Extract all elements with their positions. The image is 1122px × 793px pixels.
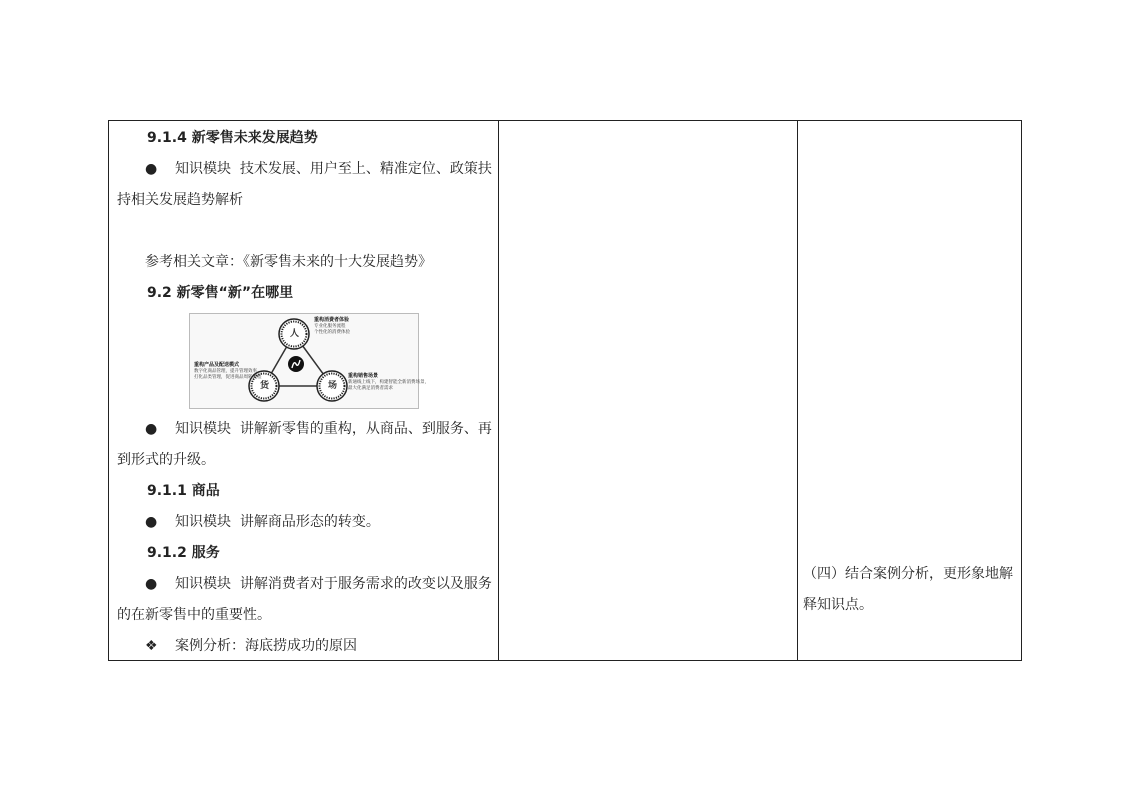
knowledge-module-item: ● 知识模块 讲解商品形态的转变。 [145, 514, 380, 530]
knowledge-module-item: ● 知识模块 讲解消费者对于服务需求的改变以及服务 [145, 576, 492, 592]
diamond-bullet-icon: ❖ [145, 638, 158, 654]
people-goods-place-diagram [189, 313, 429, 409]
bullet-icon: ● [145, 514, 158, 530]
consumer-experience-note: 重构消费者体验 专业化服务流程 个性化的消费体验 [314, 317, 350, 335]
bullet-icon: ● [145, 576, 158, 592]
goods-label: 货 [260, 381, 270, 391]
knowledge-module-continuation: 到形式的升级。 [117, 452, 215, 468]
bullet-icon: ● [145, 421, 158, 437]
bullet-icon: ● [145, 161, 158, 177]
product-delivery-note: 重构产品及配送模式 数字化商品管理，提升管理效率 打化品类管理，促进商品周转流程 [194, 362, 262, 380]
teaching-notes-column [797, 121, 1023, 660]
section-heading-9-1-1: 9.1.1 商品 [147, 483, 220, 499]
teaching-note-line: 释知识点。 [803, 597, 873, 613]
brand-logo-icon [288, 356, 304, 372]
case-analysis-item: ❖ 案例分析：海底捞成功的原因 [145, 638, 357, 654]
people-label: 人 [290, 329, 300, 339]
triangle-diagram-svg [190, 314, 418, 408]
knowledge-module-continuation: 持相关发展趋势解析 [117, 192, 243, 208]
knowledge-module-item: ● 知识模块 技术发展、用户至上、精准定位、政策扶 [145, 161, 492, 177]
content-column [109, 121, 498, 660]
section-heading-9-1-4: 9.1.4 新零售未来发展趋势 [147, 130, 318, 146]
section-heading-9-2: 9.2 新零售“新”在哪里 [147, 285, 294, 301]
sales-scene-note: 重构销售场景 新通线上线下，构建智能全新消费场景， 最大化满足消费者需求 [348, 373, 429, 391]
teaching-note-line: （四）结合案例分析，更形象地解 [803, 566, 1013, 582]
place-label: 场 [328, 381, 338, 391]
reference-article: 参考相关文章：《新零售未来的十大发展趋势》 [145, 254, 432, 270]
column-divider [498, 121, 499, 660]
knowledge-module-continuation: 的在新零售中的重要性。 [117, 607, 271, 623]
lesson-table [108, 120, 1022, 661]
section-heading-9-1-2: 9.1.2 服务 [147, 545, 220, 561]
knowledge-module-item: ● 知识模块 讲解新零售的重构，从商品、到服务、再 [145, 421, 492, 437]
